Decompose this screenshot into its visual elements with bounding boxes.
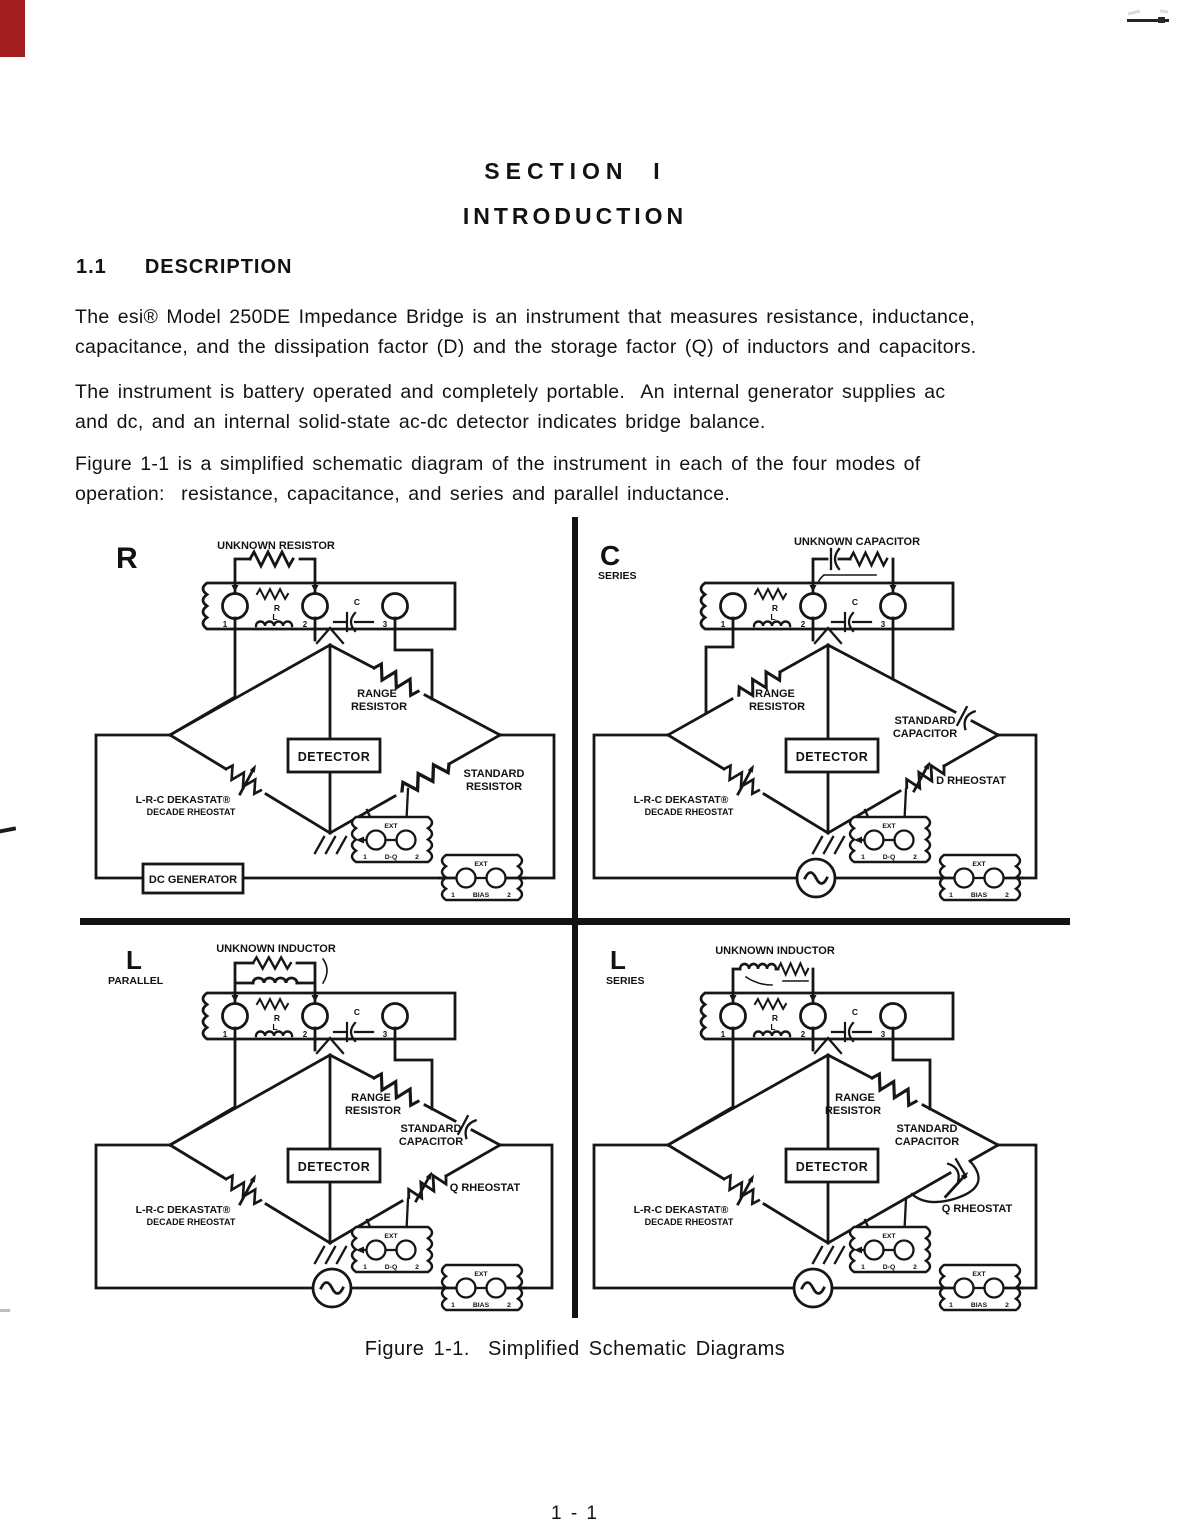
resistor-icon: [778, 963, 808, 974]
ext-label: EXT: [972, 861, 986, 868]
terminal1-wire: [706, 618, 733, 713]
inductor-icon: [740, 964, 776, 969]
ext-label: EXT: [384, 1233, 398, 1240]
mode-letter: L: [126, 945, 142, 975]
range-label: RANGE: [351, 1092, 391, 1104]
standard-label: STANDARD: [400, 1123, 462, 1135]
scan-ghost-mark: [1128, 10, 1140, 16]
ac-source-icon: [794, 1269, 832, 1307]
ext-bias-label: BIAS: [472, 1302, 490, 1309]
schematic-l-series: [578, 925, 1070, 1330]
ext-dq-label: D-Q: [882, 1264, 896, 1271]
generator-label: DC GENERATOR: [148, 874, 238, 886]
ext-label: EXT: [384, 823, 398, 830]
terminal-number: 3: [880, 620, 886, 629]
strip-l-label: L: [272, 612, 278, 622]
scan-faint-dash: [0, 1309, 10, 1312]
resistor-icon: [253, 957, 291, 968]
standard-capacitor-icon: [957, 707, 974, 729]
range-label: RESISTOR: [748, 701, 806, 713]
ground-icon: [813, 1247, 844, 1263]
standard-resistor-icon: [399, 758, 453, 797]
unknown-label: UNKNOWN CAPACITOR: [793, 536, 921, 548]
detector-label: DETECTOR: [297, 1160, 371, 1174]
paragraph-line: operation: resistance, capacitance, and series and parallel inductance.: [75, 483, 731, 505]
mode-sub-label: SERIES: [606, 975, 645, 987]
loop-bracket: [746, 977, 808, 985]
ext-label: EXT: [474, 1271, 488, 1278]
figure-caption: Figure 1-1. Simplified Schematic Diagrams: [364, 1338, 786, 1360]
standard-label: RESISTOR: [465, 781, 523, 793]
strip-r-label: R: [771, 603, 779, 613]
unknown-label: UNKNOWN RESISTOR: [217, 540, 335, 552]
dekastat-label: DECADE RHEOSTAT: [146, 1217, 236, 1227]
strip-c-label: C: [851, 597, 859, 607]
schematic-r: [80, 515, 572, 920]
intro-heading: INTRODUCTION: [462, 203, 688, 229]
paragraph-line: The instrument is battery operated and completely portable. An internal generator supplies ac: [75, 381, 946, 403]
ext-terminal: 1: [861, 1264, 865, 1271]
mode-letter: L: [610, 945, 626, 975]
range-label: RANGE: [755, 688, 795, 700]
paragraph-1: [75, 302, 1115, 362]
ext-terminal: 2: [913, 1264, 917, 1271]
ac-source-icon: [313, 1269, 351, 1307]
ext-terminal: 2: [1005, 892, 1009, 899]
ext-dq-label: D-Q: [384, 1264, 398, 1271]
detector-label: DETECTOR: [795, 1160, 869, 1174]
bridge-arm: [170, 1055, 330, 1145]
scan-ghost-mark: [1160, 9, 1168, 13]
scan-registration-dash: [0, 826, 16, 833]
resistor-icon: [850, 553, 887, 566]
terminal-strip: [701, 583, 953, 631]
strip-c-label: C: [353, 597, 361, 607]
dekastat-label: DECADE RHEOSTAT: [146, 807, 236, 817]
schematic-l-parallel: [80, 925, 572, 1330]
strip-r-label: R: [273, 603, 281, 613]
bridge-arm: [668, 1055, 828, 1145]
r-circuit-lines: [96, 552, 554, 900]
dekastat-label: L-R-C DEKASTAT®: [633, 794, 729, 806]
dekastat-label: DECADE RHEOSTAT: [644, 807, 734, 817]
detector-label: DETECTOR: [795, 750, 869, 764]
unknown-label: UNKNOWN INDUCTOR: [715, 945, 835, 957]
resistor-icon: [250, 552, 293, 566]
strip-c-label: C: [353, 1007, 361, 1017]
range-label: RANGE: [835, 1092, 875, 1104]
standard-label: STANDARD: [463, 768, 525, 780]
loop-brace: [323, 959, 327, 983]
rheostat-label: D RHEOSTAT: [936, 775, 1006, 787]
ext-terminal: 1: [451, 892, 455, 899]
description-number: 1.1: [76, 256, 107, 278]
paragraph-2: [75, 377, 1115, 437]
standard-label: STANDARD: [896, 1123, 958, 1135]
paragraph-3: [75, 449, 1115, 509]
rheostat-label: Q RHEOSTAT: [941, 1203, 1013, 1215]
l-parallel-circuit-lines: [96, 957, 552, 1310]
ground-icon: [315, 1247, 346, 1263]
inductor-icon: [253, 978, 297, 983]
ext-terminal: 2: [415, 854, 419, 861]
ext-terminal: 1: [363, 854, 367, 861]
schematic-c-series: [578, 515, 1070, 920]
rheostat-icon: [223, 764, 264, 796]
terminal-number: 1: [222, 1030, 228, 1039]
mode-sub-label: PARALLEL: [108, 975, 164, 987]
description-title: DESCRIPTION: [144, 256, 293, 278]
dekastat-label: DECADE RHEOSTAT: [644, 1217, 734, 1227]
strip-r-label: R: [273, 1013, 281, 1023]
strip-r-label: R: [771, 1013, 779, 1023]
mode-letter: C: [600, 540, 621, 571]
standard-label: CAPACITOR: [892, 728, 958, 740]
terminal-number: 1: [720, 1030, 726, 1039]
scan-line-nub: [1158, 17, 1165, 23]
scan-edge-red-mark: [0, 0, 25, 57]
range-label: RESISTOR: [350, 701, 408, 713]
terminal-strip: [701, 993, 953, 1041]
ext-terminal: 1: [451, 1302, 455, 1309]
ext-dq-label: D-Q: [882, 854, 896, 861]
ext-dq-label: D-Q: [384, 854, 398, 861]
range-label: RESISTOR: [824, 1105, 882, 1117]
rheostat-label: Q RHEOSTAT: [449, 1182, 521, 1194]
terminal-number: 1: [222, 620, 228, 629]
ext-terminal: 2: [1005, 1302, 1009, 1309]
terminal-number: 2: [800, 620, 806, 629]
ext-terminal: 1: [949, 892, 953, 899]
ext-terminal: 2: [913, 854, 917, 861]
ext-terminal: 1: [949, 1302, 953, 1309]
terminal-number: 3: [382, 620, 388, 629]
ext-label: EXT: [882, 823, 896, 830]
ext-label: EXT: [882, 1233, 896, 1240]
c-series-circuit-lines: [594, 549, 1036, 900]
section-heading: SECTION I: [484, 158, 666, 184]
bridge-arm: [330, 645, 500, 735]
terminal-number: 2: [800, 1030, 806, 1039]
dekastat-label: L-R-C DEKASTAT®: [633, 1204, 729, 1216]
ground-icon: [315, 837, 346, 853]
bridge-arm: [668, 645, 828, 735]
strip-c-label: C: [851, 1007, 859, 1017]
terminal-number: 3: [880, 1030, 886, 1039]
terminal-strip: [203, 583, 455, 631]
terminal-number: 2: [302, 620, 308, 629]
ext-label: EXT: [474, 861, 488, 868]
ext-terminal: 2: [507, 1302, 511, 1309]
ext-terminal: 1: [363, 1264, 367, 1271]
page-number: 1 - 1: [550, 1503, 600, 1524]
bridge-arm: [170, 645, 330, 735]
ext-bias-label: BIAS: [970, 1302, 988, 1309]
standard-label: CAPACITOR: [398, 1136, 464, 1148]
strip-l-label: L: [770, 612, 776, 622]
rheostat-icon: [721, 764, 762, 796]
range-label: RESISTOR: [344, 1105, 402, 1117]
ext-terminal: 1: [861, 854, 865, 861]
standard-label: STANDARD: [894, 715, 956, 727]
paragraph-line: The esi® Model 250DE Impedance Bridge is an instrument that measures resistance, inductance,: [75, 306, 976, 328]
range-resistor-icon: [869, 1072, 920, 1108]
mode-letter: R: [116, 542, 138, 575]
dekastat-label: L-R-C DEKASTAT®: [135, 794, 231, 806]
terminal-strip: [203, 993, 455, 1041]
paragraph-line: Figure 1-1 is a simplified schematic diagram of the instrument in each of the four modes of: [75, 453, 921, 475]
ac-source-icon: [797, 859, 835, 897]
strip-l-label: L: [272, 1022, 278, 1032]
ext-terminal: 2: [507, 892, 511, 899]
paragraph-line: capacitance, and the dissipation factor (D) and the storage factor (Q) of inductors and capacitors.: [75, 336, 977, 358]
dekastat-label: L-R-C DEKASTAT®: [135, 1204, 231, 1216]
description-heading: [76, 256, 293, 279]
terminal-number: 2: [302, 1030, 308, 1039]
rheostat-icon: [721, 1174, 762, 1206]
standard-label: CAPACITOR: [894, 1136, 960, 1148]
unknown-label: UNKNOWN INDUCTOR: [216, 943, 336, 955]
strip-l-label: L: [770, 1022, 776, 1032]
rheostat-arrow-icon: [914, 762, 930, 792]
terminal-number: 3: [382, 1030, 388, 1039]
l-series-circuit-lines: [594, 963, 1036, 1310]
rheostat-arrow-icon: [416, 1172, 432, 1202]
range-label: RANGE: [357, 688, 397, 700]
ground-icon: [813, 837, 844, 853]
ext-bias-label: BIAS: [970, 892, 988, 899]
paragraph-line: and dc, and an internal solid-state ac-dc detector indicates bridge balance.: [75, 411, 766, 433]
detector-label: DETECTOR: [297, 750, 371, 764]
q-rheostat-icon: [405, 1170, 449, 1204]
rheostat-icon: [223, 1174, 264, 1206]
ext-label: EXT: [972, 1271, 986, 1278]
mode-sub-label: SERIES: [598, 570, 637, 582]
terminal-number: 1: [720, 620, 726, 629]
ext-terminal: 2: [415, 1264, 419, 1271]
ext-bias-label: BIAS: [472, 892, 490, 899]
